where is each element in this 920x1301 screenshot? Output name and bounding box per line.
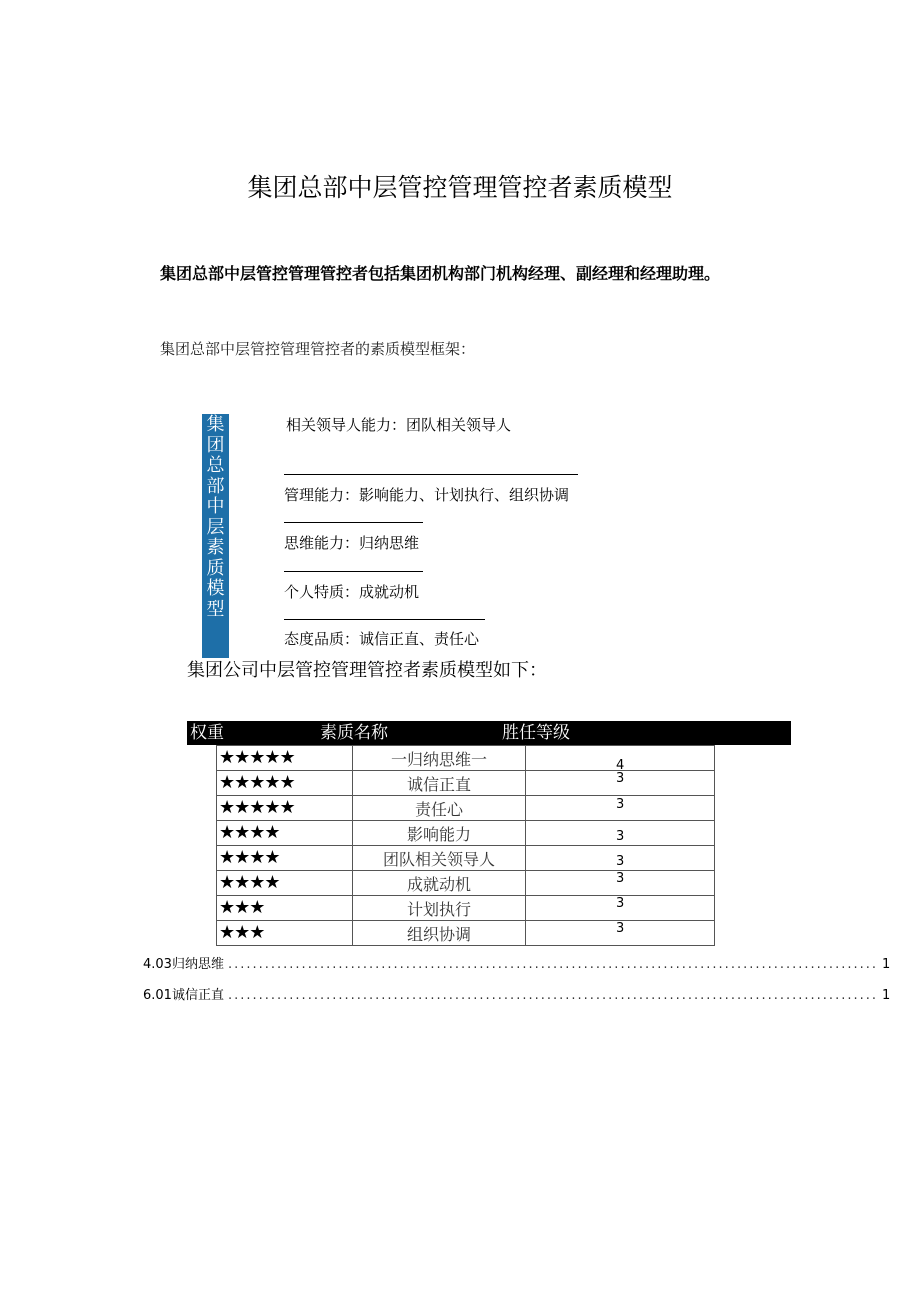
toc-title: 诚信正直 xyxy=(171,988,224,1003)
table-row xyxy=(217,846,715,871)
level-value: 3 xyxy=(616,854,625,869)
level-value: 3 xyxy=(616,829,625,844)
level-value: 3 xyxy=(616,771,625,786)
level-cell xyxy=(526,846,715,871)
level-value: 4 xyxy=(616,758,625,773)
intro-paragraph: 集团总部中层管控管理管控者包括集团机构部门机构经理、副经理和经理助理。 xyxy=(160,264,721,283)
weight-stars: ★★★★ xyxy=(217,846,353,871)
quality-name: 责任心 xyxy=(353,796,526,821)
header-competency-level: 胜任等级 xyxy=(502,723,570,743)
toc-leader: .......................................................................................................... xyxy=(227,957,878,972)
toc-page: 1 xyxy=(882,957,891,972)
toc-leader: .......................................................................................................... xyxy=(227,988,878,1003)
toc-number: 4.03 xyxy=(143,957,172,972)
table-row xyxy=(217,921,715,946)
diagram-divider xyxy=(284,571,423,572)
level-cell xyxy=(526,796,715,821)
side-label-char: 素 xyxy=(206,537,225,558)
model-intro: 集团公司中层管控管理管控者素质模型如下： xyxy=(187,660,547,681)
level-value: 3 xyxy=(616,896,625,911)
weight-stars: ★★★★★ xyxy=(217,746,353,771)
toc-title: 归纳思维 xyxy=(171,957,224,972)
diagram-item-thinking: 思维能力：归纳思维 xyxy=(284,534,420,552)
quality-name: 团队相关领导人 xyxy=(353,846,526,871)
level-value: 3 xyxy=(616,797,625,812)
level-value: 3 xyxy=(616,871,625,886)
toc-number: 6.01 xyxy=(143,988,172,1003)
weight-stars: ★★★★★ xyxy=(217,796,353,821)
level-cell xyxy=(526,746,715,771)
level-cell xyxy=(526,871,715,896)
diagram-divider xyxy=(284,619,485,620)
quality-name: 组织协调 xyxy=(353,921,526,946)
header-weight: 权重 xyxy=(190,723,224,743)
weight-stars: ★★★★ xyxy=(217,871,353,896)
quality-name: 计划执行 xyxy=(353,896,526,921)
quality-name: 影响能力 xyxy=(353,821,526,846)
toc-page: 1 xyxy=(882,988,891,1003)
level-cell xyxy=(526,821,715,846)
diagram-item-attitude: 态度品质：诚信正直、责任心 xyxy=(284,630,480,648)
quality-table xyxy=(216,745,715,946)
side-label-char: 质 xyxy=(206,557,225,579)
diagram-item-leadership: 相关领导人能力：团队相关领导人 xyxy=(286,416,512,434)
framework-label: 集团总部中层管控管理管控者的素质模型框架： xyxy=(160,340,476,358)
weight-stars: ★★★ xyxy=(217,896,353,921)
diagram-side-label xyxy=(202,414,229,658)
toc-entry[interactable] xyxy=(143,987,891,1005)
side-label-char: 总 xyxy=(206,455,225,476)
table-header xyxy=(187,721,791,745)
table-row xyxy=(217,796,715,821)
side-label-char: 层 xyxy=(206,516,225,538)
table-row xyxy=(217,871,715,896)
weight-stars: ★★★★ xyxy=(217,821,353,846)
level-cell xyxy=(526,771,715,796)
toc-entry[interactable] xyxy=(143,956,891,974)
page-title: 集团总部中层管控管理管控者素质模型 xyxy=(247,173,673,202)
diagram-item-management: 管理能力：影响能力、计划执行、组织协调 xyxy=(284,486,570,504)
diagram-divider xyxy=(284,474,578,475)
weight-stars: ★★★★★ xyxy=(217,771,353,796)
side-label-char: 模 xyxy=(206,578,225,599)
table-row xyxy=(217,821,715,846)
header-quality-name: 素质名称 xyxy=(320,723,388,743)
quality-name: 诚信正直 xyxy=(353,771,526,796)
quality-name: 成就动机 xyxy=(353,871,526,896)
table-row xyxy=(217,771,715,796)
level-cell xyxy=(526,921,715,946)
table-row xyxy=(217,896,715,921)
level-value: 3 xyxy=(616,921,625,936)
side-label-char: 型 xyxy=(206,598,225,620)
table-row xyxy=(217,746,715,771)
side-label-char: 集 xyxy=(206,414,225,435)
side-label-char: 中 xyxy=(206,496,225,517)
quality-name: 一归纳思维一 xyxy=(353,746,526,771)
diagram-divider xyxy=(284,522,423,523)
side-label-char: 团 xyxy=(206,434,225,456)
side-label-char: 部 xyxy=(206,475,225,497)
weight-stars: ★★★ xyxy=(217,921,353,946)
level-cell xyxy=(526,896,715,921)
diagram-item-traits: 个人特质：成就动机 xyxy=(284,583,420,601)
